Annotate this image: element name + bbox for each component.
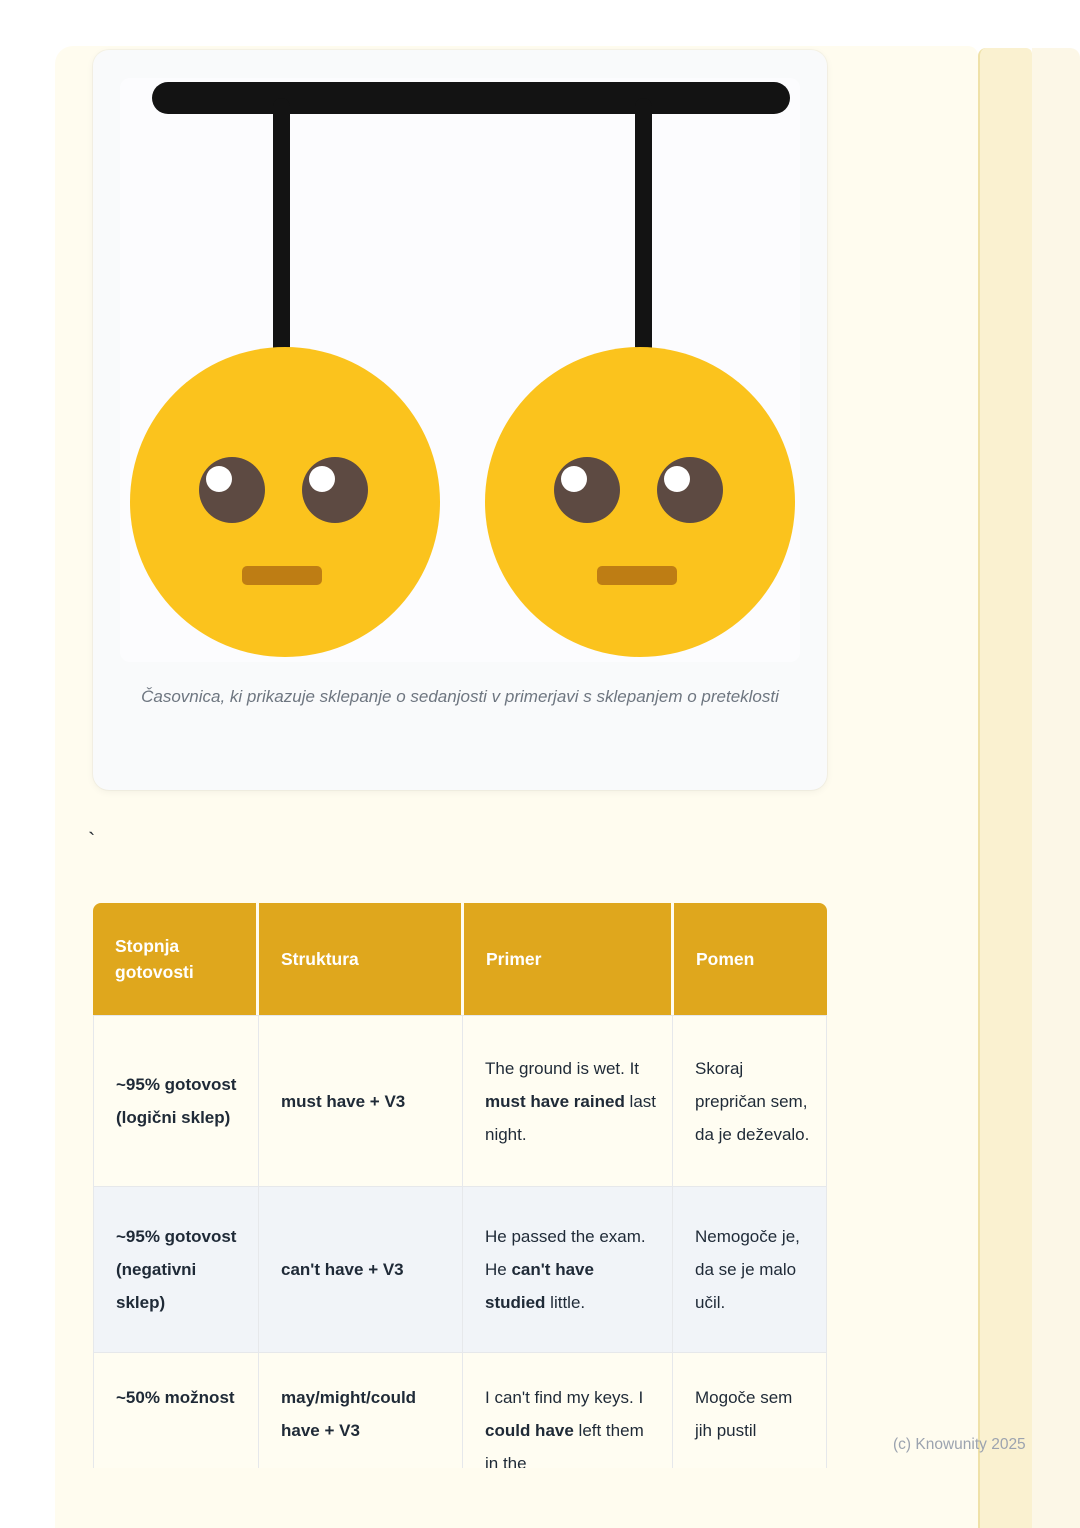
- table-cell-certainty: ~50% možnost: [94, 1353, 259, 1468]
- figure-image[interactable]: [120, 78, 800, 662]
- eye-glint-icon: [664, 466, 690, 492]
- table-cell-meaning: Mogoče sem jih pustil: [673, 1353, 826, 1468]
- mouth-icon: [597, 566, 677, 585]
- left-eye-icon: [199, 457, 265, 523]
- right-eye-icon: [302, 457, 368, 523]
- eye-glint-icon: [309, 466, 335, 492]
- figure-card: [93, 50, 827, 790]
- modal-verbs-table: [93, 903, 827, 1468]
- table-cell-meaning: Nemogoče je, da se je malo učil.: [673, 1187, 826, 1352]
- table-cell-certainty: ~95% gotovost (negativni sklep): [94, 1187, 259, 1352]
- table-header-cell: Struktura: [259, 903, 464, 1015]
- right-eye-icon: [657, 457, 723, 523]
- table-cell-structure: can't have + V3: [259, 1187, 463, 1352]
- table-cell-meaning: Skoraj prepričan sem, da je deževalo.: [673, 1016, 826, 1186]
- page-edge-band: [978, 48, 1032, 1528]
- stray-backtick-text: `: [88, 828, 96, 853]
- table-body: [93, 1015, 827, 1468]
- table-header-row: [93, 903, 827, 1015]
- mouth-icon: [242, 566, 322, 585]
- table-cell-example: The ground is wet. It must have rained last night.: [463, 1016, 673, 1186]
- table-header-cell: Stopnja gotovosti: [93, 903, 259, 1015]
- table-cell-example: He passed the exam. He can't have studied little.: [463, 1187, 673, 1352]
- neutral-face-emoji-left: [130, 347, 440, 657]
- table-row: [94, 1015, 826, 1186]
- eye-glint-icon: [561, 466, 587, 492]
- pendulum-bar: [152, 82, 790, 114]
- table-row: [94, 1186, 826, 1352]
- figure-caption: Časovnica, ki prikazuje sklepanje o sedanjosti v primerjavi s sklepanjem o preteklosti: [141, 687, 779, 706]
- watermark-text: (c) Knowunity 2025: [893, 1436, 1026, 1453]
- left-eye-icon: [554, 457, 620, 523]
- page-edge-sliver: [1032, 48, 1080, 1528]
- table-header-cell: Primer: [464, 903, 674, 1015]
- table-header-cell: Pomen: [674, 903, 827, 1015]
- eye-glint-icon: [206, 466, 232, 492]
- table-cell-structure: must have + V3: [259, 1016, 463, 1186]
- table-cell-structure: may/might/could have + V3: [259, 1353, 463, 1468]
- neutral-face-emoji-right: [485, 347, 795, 657]
- table-cell-example: I can't find my keys. I could have left them in the: [463, 1353, 673, 1468]
- table-cell-certainty: ~95% gotovost (logični sklep): [94, 1016, 259, 1186]
- table-row: [94, 1352, 826, 1468]
